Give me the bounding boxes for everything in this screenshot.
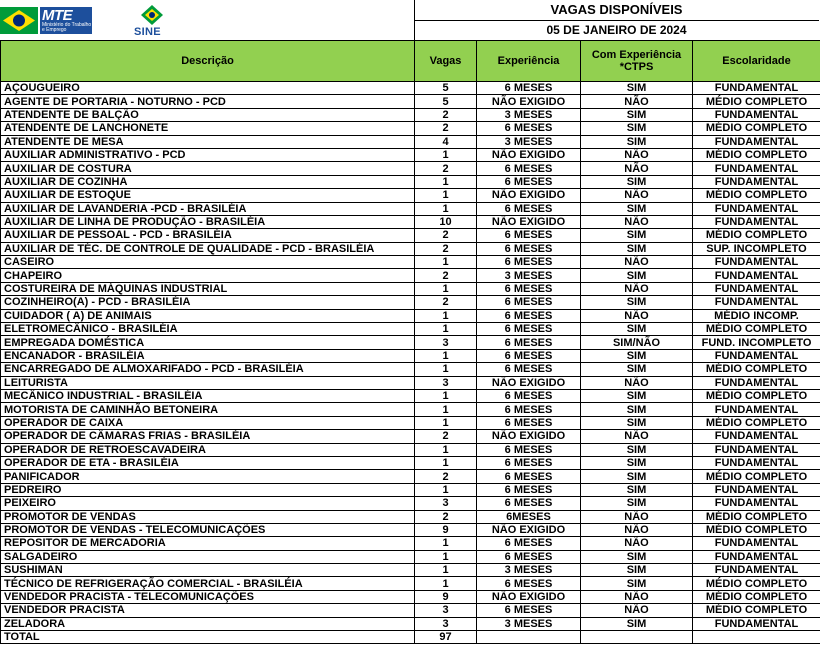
table-row (1, 296, 820, 309)
sine-logo-text: SINE (134, 26, 161, 38)
cell-description: LEITURISTA (1, 376, 415, 389)
cell-vacancies: 5 (415, 82, 477, 95)
cell-education: FUNDAMENTAL (693, 483, 820, 496)
cell-education: MÉDIO COMPLETO (693, 229, 820, 242)
cell-vacancies: 2 (415, 108, 477, 121)
cell-ctps: NÃO (581, 510, 693, 523)
cell-experience: 6 MESES (477, 175, 581, 188)
cell-education: FUNDAMENTAL (693, 108, 820, 121)
table-row (1, 483, 820, 496)
cell-ctps: SIM (581, 577, 693, 590)
cell-vacancies: 1 (415, 416, 477, 429)
cell-education: FUND. INCOMPLETO (693, 336, 820, 349)
cell-ctps: SIM (581, 483, 693, 496)
cell-ctps: NÃO (581, 215, 693, 228)
cell-experience: NÃO EXIGIDO (477, 148, 581, 161)
cell-experience: 6 MESES (477, 537, 581, 550)
total-empty-cell (693, 631, 820, 644)
cell-experience: 6 MESES (477, 497, 581, 510)
cell-experience: 6 MESES (477, 389, 581, 402)
table-row (1, 550, 820, 563)
cell-vacancies: 2 (415, 242, 477, 255)
cell-experience: 6MESES (477, 510, 581, 523)
cell-education: MÉDIO COMPLETO (693, 122, 820, 135)
cell-ctps: SIM (581, 416, 693, 429)
table-row (1, 215, 820, 228)
cell-ctps: NÃO (581, 537, 693, 550)
table-row (1, 389, 820, 402)
cell-description: PROMOTOR DE VENDAS - TELECOMUNICAÇÕES (1, 523, 415, 536)
cell-vacancies: 1 (415, 443, 477, 456)
cell-description: AUXILIAR DE LAVANDERIA -PCD - BRASILÉIA (1, 202, 415, 215)
table-row (1, 403, 820, 416)
table-row (1, 135, 820, 148)
cell-vacancies: 3 (415, 497, 477, 510)
total-row (1, 631, 820, 644)
cell-experience: 6 MESES (477, 122, 581, 135)
cell-education: FUNDAMENTAL (693, 82, 820, 95)
cell-ctps: NÃO (581, 162, 693, 175)
cell-ctps: NÃO (581, 430, 693, 443)
cell-vacancies: 1 (415, 403, 477, 416)
cell-ctps: SIM (581, 403, 693, 416)
cell-ctps: SIM (581, 497, 693, 510)
cell-experience: 6 MESES (477, 470, 581, 483)
cell-experience: 6 MESES (477, 443, 581, 456)
cell-education: FUNDAMENTAL (693, 349, 820, 362)
cell-experience: 6 MESES (477, 416, 581, 429)
cell-education: FUNDAMENTAL (693, 256, 820, 269)
cell-description: AUXILIAR DE LINHA DE PRODUÇÃO - BRASILÉIA (1, 215, 415, 228)
cell-ctps: SIM (581, 122, 693, 135)
table-row (1, 175, 820, 188)
cell-vacancies: 2 (415, 269, 477, 282)
table-row (1, 82, 820, 95)
cell-description: ENCANADOR - BRASILÉIA (1, 349, 415, 362)
cell-vacancies: 3 (415, 376, 477, 389)
cell-description: TÉCNICO DE REFRIGERAÇÃO COMERCIAL - BRASILÉIA (1, 577, 415, 590)
cell-ctps: SIM (581, 269, 693, 282)
cell-education: MÉDIO COMPLETO (693, 577, 820, 590)
cell-description: SALGADEIRO (1, 550, 415, 563)
cell-experience: 6 MESES (477, 229, 581, 242)
table-row (1, 577, 820, 590)
cell-description: OPERADOR DE CÂMARAS FRIAS - BRASILÉIA (1, 430, 415, 443)
table-row (1, 269, 820, 282)
column-header-vacancies: Vagas (415, 41, 477, 82)
cell-description: CUIDADOR ( A) DE ANIMAIS (1, 309, 415, 322)
cell-education: FUNDAMENTAL (693, 497, 820, 510)
cell-ctps: SIM (581, 564, 693, 577)
cell-experience: 6 MESES (477, 349, 581, 362)
cell-experience: NÃO EXIGIDO (477, 95, 581, 108)
cell-description: EMPREGADA DOMÉSTICA (1, 336, 415, 349)
cell-experience: 6 MESES (477, 256, 581, 269)
title-box (414, 0, 819, 40)
cell-vacancies: 1 (415, 363, 477, 376)
cell-vacancies: 1 (415, 189, 477, 202)
cell-vacancies: 1 (415, 564, 477, 577)
cell-ctps: NÃO (581, 376, 693, 389)
cell-ctps: NÃO (581, 148, 693, 161)
cell-description: OPERADOR DE RETROESCAVADEIRA (1, 443, 415, 456)
cell-vacancies: 3 (415, 336, 477, 349)
cell-vacancies: 1 (415, 389, 477, 402)
brazil-flag-icon (0, 7, 38, 34)
cell-experience: 6 MESES (477, 336, 581, 349)
cell-experience: 6 MESES (477, 550, 581, 563)
table-row (1, 456, 820, 469)
cell-ctps: SIM (581, 82, 693, 95)
cell-experience: 3 MESES (477, 135, 581, 148)
cell-vacancies: 1 (415, 537, 477, 550)
column-header-ctps: Com Experiência *CTPS (581, 41, 693, 82)
table-row (1, 108, 820, 121)
cell-education: MÉDIO INCOMP. (693, 309, 820, 322)
cell-vacancies: 1 (415, 456, 477, 469)
cell-vacancies: 10 (415, 215, 477, 228)
table-row (1, 336, 820, 349)
cell-ctps: SIM (581, 349, 693, 362)
cell-description: REPOSITOR DE MERCADORIA (1, 537, 415, 550)
logo-area (0, 0, 415, 40)
cell-experience: 6 MESES (477, 577, 581, 590)
cell-vacancies: 3 (415, 604, 477, 617)
table-row (1, 122, 820, 135)
column-header-experience: Experiência (477, 41, 581, 82)
cell-ctps: NÃO (581, 590, 693, 603)
cell-ctps: SIM (581, 175, 693, 188)
table-row (1, 497, 820, 510)
cell-experience: NÃO EXIGIDO (477, 376, 581, 389)
column-header-education: Escolaridade (693, 41, 820, 82)
table-row (1, 376, 820, 389)
cell-ctps: SIM/NÃO (581, 336, 693, 349)
mte-logo (0, 4, 94, 36)
mte-logo-subtext: Ministério do Trabalho e Emprego (42, 22, 92, 33)
cell-vacancies: 1 (415, 202, 477, 215)
cell-education: FUNDAMENTAL (693, 376, 820, 389)
cell-ctps: SIM (581, 550, 693, 563)
cell-description: AUXILIAR DE COSTURA (1, 162, 415, 175)
table-row (1, 510, 820, 523)
cell-description: AÇOUGUEIRO (1, 82, 415, 95)
cell-ctps: NÃO (581, 309, 693, 322)
cell-education: FUNDAMENTAL (693, 443, 820, 456)
cell-experience: 3 MESES (477, 617, 581, 630)
cell-education: FUNDAMENTAL (693, 202, 820, 215)
cell-ctps: NÃO (581, 95, 693, 108)
cell-description: CHAPEIRO (1, 269, 415, 282)
cell-experience: NÃO EXIGIDO (477, 590, 581, 603)
cell-description: OPERADOR DE CAIXA (1, 416, 415, 429)
total-empty-cell (581, 631, 693, 644)
cell-education: FUNDAMENTAL (693, 175, 820, 188)
table-row (1, 148, 820, 161)
cell-vacancies: 2 (415, 296, 477, 309)
cell-education: MÉDIO COMPLETO (693, 148, 820, 161)
cell-experience: NÃO EXIGIDO (477, 523, 581, 536)
cell-ctps: SIM (581, 229, 693, 242)
cell-ctps: SIM (581, 108, 693, 121)
cell-experience: 6 MESES (477, 456, 581, 469)
cell-description: ATENDENTE DE MESA (1, 135, 415, 148)
table-header-row (1, 41, 820, 82)
cell-education: FUNDAMENTAL (693, 135, 820, 148)
cell-ctps: SIM (581, 296, 693, 309)
cell-vacancies: 4 (415, 135, 477, 148)
total-label: TOTAL (1, 631, 415, 644)
table-row (1, 229, 820, 242)
cell-experience: 3 MESES (477, 269, 581, 282)
cell-vacancies: 1 (415, 256, 477, 269)
cell-vacancies: 1 (415, 349, 477, 362)
cell-ctps: SIM (581, 443, 693, 456)
cell-experience: 6 MESES (477, 202, 581, 215)
cell-description: MECÂNICO INDUSTRIAL - BRASILÉIA (1, 389, 415, 402)
cell-education: FUNDAMENTAL (693, 269, 820, 282)
cell-description: AUXILIAR DE COZINHA (1, 175, 415, 188)
cell-description: ATENDENTE DE BALÇÃO (1, 108, 415, 121)
cell-education: MÉDIO COMPLETO (693, 389, 820, 402)
cell-education: MÉDIO COMPLETO (693, 604, 820, 617)
cell-education: MÉDIO COMPLETO (693, 510, 820, 523)
cell-experience: 6 MESES (477, 604, 581, 617)
cell-vacancies: 9 (415, 590, 477, 603)
sine-flag-icon (140, 4, 164, 26)
cell-ctps: SIM (581, 323, 693, 336)
cell-education: FUNDAMENTAL (693, 162, 820, 175)
cell-experience: 6 MESES (477, 403, 581, 416)
cell-education: MÉDIO COMPLETO (693, 189, 820, 202)
cell-experience: NÃO EXIGIDO (477, 189, 581, 202)
column-header-description: Descrição (1, 41, 415, 82)
cell-ctps: NÃO (581, 256, 693, 269)
cell-ctps: SIM (581, 456, 693, 469)
cell-description: CASEIRO (1, 256, 415, 269)
cell-vacancies: 1 (415, 550, 477, 563)
table-row (1, 604, 820, 617)
cell-experience: 6 MESES (477, 282, 581, 295)
cell-education: FUNDAMENTAL (693, 215, 820, 228)
cell-experience: NÃO EXIGIDO (477, 215, 581, 228)
cell-education: FUNDAMENTAL (693, 564, 820, 577)
cell-description: AUXILIAR ADMINISTRATIVO - PCD (1, 148, 415, 161)
cell-ctps: SIM (581, 389, 693, 402)
cell-description: AUXILIAR DE TÉC. DE CONTROLE DE QUALIDADE - PCD - BRASILÉIA (1, 242, 415, 255)
sine-logo (134, 4, 172, 38)
table-row (1, 95, 820, 108)
cell-description: PEIXEIRO (1, 497, 415, 510)
cell-ctps: SIM (581, 135, 693, 148)
table-row (1, 430, 820, 443)
table-row (1, 309, 820, 322)
cell-vacancies: 5 (415, 95, 477, 108)
cell-description: OPERADOR DE ETA - BRASILÉIA (1, 456, 415, 469)
page-date: 05 DE JANEIRO DE 2024 (546, 23, 687, 37)
cell-experience: 3 MESES (477, 564, 581, 577)
cell-education: MÉDIO COMPLETO (693, 95, 820, 108)
cell-education: FUNDAMENTAL (693, 617, 820, 630)
table-row (1, 242, 820, 255)
table-row (1, 590, 820, 603)
cell-education: MÉDIO COMPLETO (693, 416, 820, 429)
total-value: 97 (415, 631, 477, 644)
cell-education: FUNDAMENTAL (693, 430, 820, 443)
table-row (1, 162, 820, 175)
cell-description: VENDEDOR PRACISTA - TELECOMUNICAÇÕES (1, 590, 415, 603)
cell-experience: 6 MESES (477, 242, 581, 255)
cell-vacancies: 2 (415, 510, 477, 523)
table-row (1, 416, 820, 429)
cell-vacancies: 3 (415, 617, 477, 630)
table-row (1, 349, 820, 362)
cell-vacancies: 2 (415, 229, 477, 242)
cell-ctps: SIM (581, 202, 693, 215)
cell-vacancies: 2 (415, 430, 477, 443)
cell-description: COZINHEIRO(A) - PCD - BRASILÉIA (1, 296, 415, 309)
cell-experience: 6 MESES (477, 483, 581, 496)
cell-description: ZELADORA (1, 617, 415, 630)
cell-description: PANIFICADOR (1, 470, 415, 483)
table-row (1, 202, 820, 215)
cell-education: MÉDIO COMPLETO (693, 590, 820, 603)
table-row (1, 537, 820, 550)
cell-experience: 6 MESES (477, 323, 581, 336)
cell-vacancies: 1 (415, 323, 477, 336)
cell-education: FUNDAMENTAL (693, 296, 820, 309)
cell-vacancies: 1 (415, 309, 477, 322)
cell-education: MÉDIO COMPLETO (693, 363, 820, 376)
cell-education: FUNDAMENTAL (693, 403, 820, 416)
mte-logo-text: MTE (42, 7, 73, 24)
table-body (1, 82, 820, 631)
cell-education: FUNDAMENTAL (693, 537, 820, 550)
cell-education: MÉDIO COMPLETO (693, 323, 820, 336)
cell-vacancies: 1 (415, 577, 477, 590)
cell-ctps: SIM (581, 617, 693, 630)
cell-description: AGENTE DE PORTARIA - NOTURNO - PCD (1, 95, 415, 108)
cell-ctps: NÃO (581, 282, 693, 295)
cell-description: PEDREIRO (1, 483, 415, 496)
table-row (1, 363, 820, 376)
cell-description: COSTUREIRA DE MÁQUINAS INDUSTRIAL (1, 282, 415, 295)
cell-education: FUNDAMENTAL (693, 456, 820, 469)
table-row (1, 323, 820, 336)
cell-experience: 6 MESES (477, 296, 581, 309)
cell-vacancies: 2 (415, 122, 477, 135)
cell-vacancies: 2 (415, 470, 477, 483)
cell-experience: 3 MESES (477, 108, 581, 121)
cell-description: ATENDENTE DE LANCHONETE (1, 122, 415, 135)
page-title: VAGAS DISPONÍVEIS (414, 2, 819, 21)
vacancies-table (0, 40, 820, 644)
cell-vacancies: 1 (415, 483, 477, 496)
table-row (1, 617, 820, 630)
table-row (1, 564, 820, 577)
cell-vacancies: 2 (415, 162, 477, 175)
cell-description: ELETROMECÂNICO - BRASILÉIA (1, 323, 415, 336)
cell-description: PROMOTOR DE VENDAS (1, 510, 415, 523)
total-empty-cell (477, 631, 581, 644)
cell-experience: 6 MESES (477, 82, 581, 95)
cell-experience: 6 MESES (477, 162, 581, 175)
cell-education: MÉDIO COMPLETO (693, 523, 820, 536)
table-row (1, 189, 820, 202)
cell-description: SUSHIMAN (1, 564, 415, 577)
table-row (1, 523, 820, 536)
table-row (1, 256, 820, 269)
table-row (1, 282, 820, 295)
cell-ctps: NÃO (581, 523, 693, 536)
cell-vacancies: 9 (415, 523, 477, 536)
cell-description: AUXILIAR DE PESSOAL - PCD - BRASILÉIA (1, 229, 415, 242)
cell-description: ENCARREGADO DE ALMOXARIFADO - PCD - BRASILÉIA (1, 363, 415, 376)
cell-education: FUNDAMENTAL (693, 550, 820, 563)
table-row (1, 470, 820, 483)
cell-vacancies: 1 (415, 175, 477, 188)
cell-ctps: NÃO (581, 604, 693, 617)
cell-experience: NÃO EXIGIDO (477, 430, 581, 443)
cell-description: AUXILIAR DE ESTOQUE (1, 189, 415, 202)
cell-vacancies: 1 (415, 148, 477, 161)
cell-education: FUNDAMENTAL (693, 282, 820, 295)
cell-description: MOTORISTA DE CAMINHÃO BETONEIRA (1, 403, 415, 416)
cell-description: VENDEDOR PRACISTA (1, 604, 415, 617)
cell-experience: 6 MESES (477, 363, 581, 376)
cell-ctps: SIM (581, 470, 693, 483)
cell-ctps: SIM (581, 242, 693, 255)
table-row (1, 443, 820, 456)
cell-ctps: NÃO (581, 189, 693, 202)
cell-vacancies: 1 (415, 282, 477, 295)
cell-education: MÉDIO COMPLETO (693, 470, 820, 483)
cell-experience: 6 MESES (477, 309, 581, 322)
cell-ctps: SIM (581, 363, 693, 376)
cell-education: SUP. INCOMPLETO (693, 242, 820, 255)
